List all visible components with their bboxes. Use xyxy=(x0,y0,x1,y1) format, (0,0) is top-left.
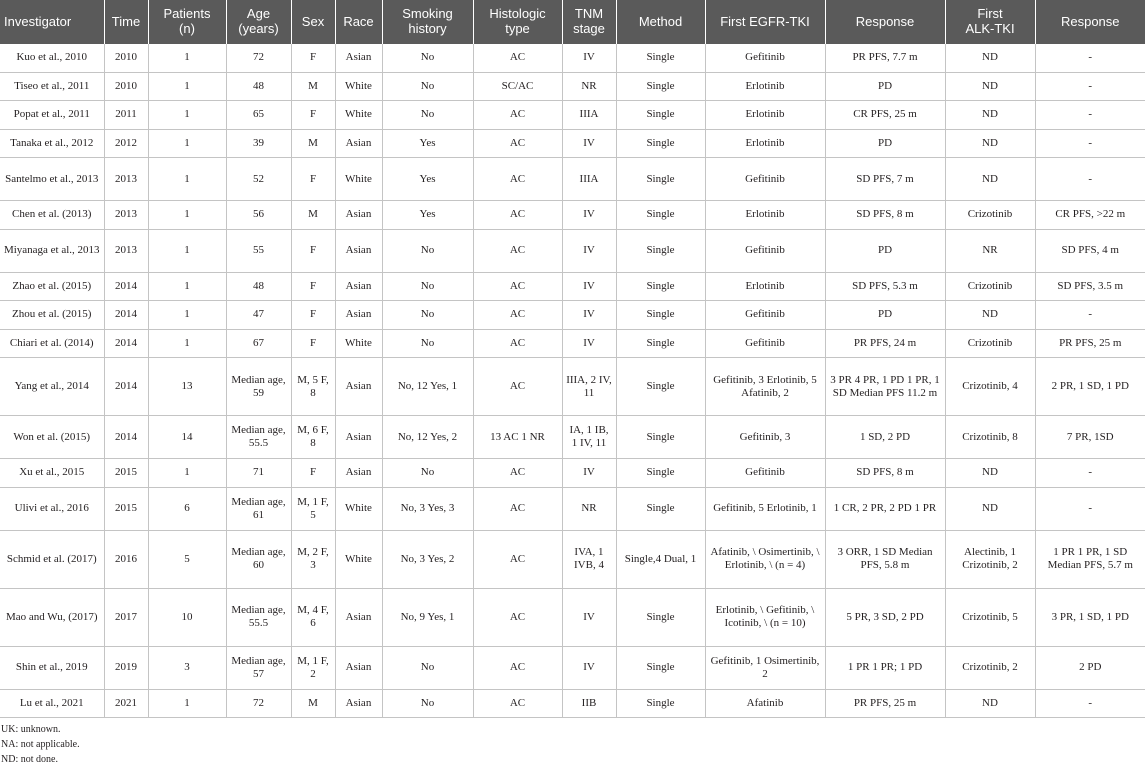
race-cell: Asian xyxy=(335,272,382,301)
sex-cell: F xyxy=(291,44,335,72)
col-header-method: Method xyxy=(616,0,705,44)
egfr-response-cell: SD PFS, 8 m xyxy=(825,459,945,488)
investigator-cell: Miyanaga et al., 2013 xyxy=(0,229,104,272)
tnm-stage-cell: IIIA xyxy=(562,101,616,130)
age-cell: 52 xyxy=(226,158,291,201)
first-alk-tki-cell: Crizotinib, 2 xyxy=(945,646,1035,689)
first-egfr-tki-cell: Afatinib xyxy=(705,689,825,718)
time-cell: 2011 xyxy=(104,101,148,130)
age-cell: 47 xyxy=(226,301,291,330)
patients-cell: 1 xyxy=(148,101,226,130)
tnm-stage-cell: NR xyxy=(562,72,616,101)
egfr-response-cell: 3 ORR, 1 SD Median PFS, 5.8 m xyxy=(825,530,945,588)
tnm-stage-cell: IV xyxy=(562,301,616,330)
method-cell: Single xyxy=(616,129,705,158)
investigator-cell: Chiari et al. (2014) xyxy=(0,329,104,358)
first-alk-tki-cell: Alectinib, 1 Crizotinib, 2 xyxy=(945,530,1035,588)
investigator-cell: Zhou et al. (2015) xyxy=(0,301,104,330)
investigator-cell: Kuo et al., 2010 xyxy=(0,44,104,72)
first-alk-tki-cell: NR xyxy=(945,229,1035,272)
footnote: NA: not applicable. xyxy=(1,739,80,750)
col-header-first-egfr-tki: First EGFR-TKI xyxy=(705,0,825,44)
race-cell: Asian xyxy=(335,44,382,72)
sex-cell: M xyxy=(291,72,335,101)
egfr-response-cell: SD PFS, 8 m xyxy=(825,201,945,230)
sex-cell: F xyxy=(291,301,335,330)
patients-cell: 1 xyxy=(148,689,226,718)
age-cell: Median age, 60 xyxy=(226,530,291,588)
histologic-type-cell: AC xyxy=(473,272,562,301)
sex-cell: F xyxy=(291,329,335,358)
tnm-stage-cell: IIB xyxy=(562,689,616,718)
method-cell: Single xyxy=(616,646,705,689)
histologic-type-cell: AC xyxy=(473,329,562,358)
tnm-stage-cell: IV xyxy=(562,588,616,646)
sex-cell: F xyxy=(291,101,335,130)
alk-response-cell: - xyxy=(1035,101,1145,130)
alk-response-cell: SD PFS, 4 m xyxy=(1035,229,1145,272)
smoking-cell: Yes xyxy=(382,201,473,230)
investigator-cell: Ulivi et al., 2016 xyxy=(0,487,104,530)
tnm-stage-cell: IV xyxy=(562,201,616,230)
sex-cell: M, 2 F, 3 xyxy=(291,530,335,588)
table-row xyxy=(0,72,1145,101)
first-alk-tki-cell: Crizotinib xyxy=(945,201,1035,230)
method-cell: Single xyxy=(616,101,705,130)
method-cell: Single xyxy=(616,329,705,358)
histologic-type-cell: AC xyxy=(473,689,562,718)
alk-response-cell: 3 PR, 1 SD, 1 PD xyxy=(1035,588,1145,646)
tnm-stage-cell: IIIA xyxy=(562,158,616,201)
patients-cell: 1 xyxy=(148,301,226,330)
first-egfr-tki-cell: Gefitinib, 3 Erlotinib, 5 Afatinib, 2 xyxy=(705,358,825,416)
first-alk-tki-cell: Crizotinib, 5 xyxy=(945,588,1035,646)
method-cell: Single xyxy=(616,272,705,301)
race-cell: White xyxy=(335,72,382,101)
table-row xyxy=(0,487,1145,530)
patients-cell: 3 xyxy=(148,646,226,689)
age-cell: 39 xyxy=(226,129,291,158)
alk-response-cell: CR PFS, >22 m xyxy=(1035,201,1145,230)
first-alk-tki-cell: Crizotinib xyxy=(945,272,1035,301)
race-cell: White xyxy=(335,158,382,201)
table-row xyxy=(0,689,1145,718)
table-body xyxy=(0,44,1145,718)
histologic-type-cell: AC xyxy=(473,358,562,416)
age-cell: Median age, 61 xyxy=(226,487,291,530)
smoking-cell: No, 3 Yes, 2 xyxy=(382,530,473,588)
smoking-cell: No, 12 Yes, 2 xyxy=(382,416,473,459)
investigator-cell: Santelmo et al., 2013 xyxy=(0,158,104,201)
table-row xyxy=(0,588,1145,646)
first-egfr-tki-cell: Erlotinib xyxy=(705,101,825,130)
patients-cell: 10 xyxy=(148,588,226,646)
age-cell: 67 xyxy=(226,329,291,358)
time-cell: 2013 xyxy=(104,201,148,230)
patients-cell: 13 xyxy=(148,358,226,416)
egfr-response-cell: 1 CR, 2 PR, 2 PD 1 PR xyxy=(825,487,945,530)
time-cell: 2016 xyxy=(104,530,148,588)
histologic-type-cell: AC xyxy=(473,646,562,689)
first-alk-tki-cell: ND xyxy=(945,301,1035,330)
race-cell: Asian xyxy=(335,459,382,488)
col-header-histologic-type: Histologic type xyxy=(473,0,562,44)
investigator-cell: Mao and Wu, (2017) xyxy=(0,588,104,646)
tnm-stage-cell: NR xyxy=(562,487,616,530)
smoking-cell: No, 3 Yes, 3 xyxy=(382,487,473,530)
smoking-cell: No, 12 Yes, 1 xyxy=(382,358,473,416)
first-egfr-tki-cell: Erlotinib, \ Gefitinib, \ Icotinib, \ (n = 10) xyxy=(705,588,825,646)
alk-response-cell: 7 PR, 1SD xyxy=(1035,416,1145,459)
table-row xyxy=(0,530,1145,588)
first-alk-tki-cell: Crizotinib, 4 xyxy=(945,358,1035,416)
method-cell: Single xyxy=(616,416,705,459)
alk-response-cell: - xyxy=(1035,689,1145,718)
col-header-sex: Sex xyxy=(291,0,335,44)
col-header-first-alk-tki: First ALK-TKI xyxy=(945,0,1035,44)
smoking-cell: No xyxy=(382,329,473,358)
first-alk-tki-cell: ND xyxy=(945,44,1035,72)
histologic-type-cell: AC xyxy=(473,129,562,158)
method-cell: Single xyxy=(616,301,705,330)
col-header-age: Age (years) xyxy=(226,0,291,44)
egfr-response-cell: PR PFS, 24 m xyxy=(825,329,945,358)
table-row xyxy=(0,358,1145,416)
first-egfr-tki-cell: Gefitinib xyxy=(705,229,825,272)
first-egfr-tki-cell: Gefitinib xyxy=(705,158,825,201)
investigator-cell: Shin et al., 2019 xyxy=(0,646,104,689)
egfr-response-cell: SD PFS, 7 m xyxy=(825,158,945,201)
footnote: ND: not done. xyxy=(1,754,58,765)
smoking-cell: No xyxy=(382,72,473,101)
tnm-stage-cell: IVA, 1 IVB, 4 xyxy=(562,530,616,588)
first-egfr-tki-cell: Gefitinib, 3 xyxy=(705,416,825,459)
first-alk-tki-cell: ND xyxy=(945,459,1035,488)
patients-cell: 1 xyxy=(148,158,226,201)
egfr-response-cell: 1 SD, 2 PD xyxy=(825,416,945,459)
investigator-cell: Zhao et al. (2015) xyxy=(0,272,104,301)
race-cell: Asian xyxy=(335,689,382,718)
sex-cell: M xyxy=(291,201,335,230)
smoking-cell: Yes xyxy=(382,129,473,158)
race-cell: White xyxy=(335,329,382,358)
smoking-cell: No xyxy=(382,44,473,72)
sex-cell: F xyxy=(291,229,335,272)
alk-response-cell: - xyxy=(1035,129,1145,158)
time-cell: 2014 xyxy=(104,329,148,358)
egfr-response-cell: PD xyxy=(825,129,945,158)
age-cell: 71 xyxy=(226,459,291,488)
first-egfr-tki-cell: Erlotinib xyxy=(705,72,825,101)
race-cell: White xyxy=(335,101,382,130)
race-cell: Asian xyxy=(335,416,382,459)
table-row xyxy=(0,201,1145,230)
histologic-type-cell: AC xyxy=(473,101,562,130)
race-cell: Asian xyxy=(335,301,382,330)
table-row xyxy=(0,329,1145,358)
time-cell: 2014 xyxy=(104,272,148,301)
alk-response-cell: - xyxy=(1035,459,1145,488)
first-alk-tki-cell: ND xyxy=(945,72,1035,101)
alk-response-cell: 2 PD xyxy=(1035,646,1145,689)
egfr-response-cell: PD xyxy=(825,229,945,272)
investigator-cell: Won et al. (2015) xyxy=(0,416,104,459)
first-alk-tki-cell: Crizotinib, 8 xyxy=(945,416,1035,459)
patients-cell: 1 xyxy=(148,72,226,101)
patients-cell: 1 xyxy=(148,459,226,488)
col-header-tnm-stage: TNM stage xyxy=(562,0,616,44)
time-cell: 2019 xyxy=(104,646,148,689)
race-cell: White xyxy=(335,530,382,588)
first-alk-tki-cell: ND xyxy=(945,158,1035,201)
alk-response-cell: - xyxy=(1035,44,1145,72)
time-cell: 2010 xyxy=(104,72,148,101)
race-cell: White xyxy=(335,487,382,530)
alk-response-cell: PR PFS, 25 m xyxy=(1035,329,1145,358)
table-row xyxy=(0,646,1145,689)
table-row xyxy=(0,301,1145,330)
table-footnotes xyxy=(0,722,1145,767)
time-cell: 2014 xyxy=(104,358,148,416)
race-cell: Asian xyxy=(335,129,382,158)
age-cell: Median age, 59 xyxy=(226,358,291,416)
alk-response-cell: - xyxy=(1035,72,1145,101)
alk-response-cell: - xyxy=(1035,158,1145,201)
race-cell: Asian xyxy=(335,201,382,230)
egfr-response-cell: CR PFS, 25 m xyxy=(825,101,945,130)
header-row xyxy=(0,0,1145,44)
histologic-type-cell: AC xyxy=(473,201,562,230)
egfr-response-cell: 3 PR 4 PR, 1 PD 1 PR, 1 SD Median PFS 11.2 m xyxy=(825,358,945,416)
sex-cell: F xyxy=(291,272,335,301)
method-cell: Single xyxy=(616,158,705,201)
col-header-time: Time xyxy=(104,0,148,44)
time-cell: 2017 xyxy=(104,588,148,646)
table-row xyxy=(0,129,1145,158)
egfr-response-cell: SD PFS, 5.3 m xyxy=(825,272,945,301)
col-header-investigator: Investigator xyxy=(0,0,104,44)
histologic-type-cell: AC xyxy=(473,588,562,646)
smoking-cell: No xyxy=(382,689,473,718)
patients-cell: 1 xyxy=(148,329,226,358)
age-cell: 56 xyxy=(226,201,291,230)
egfr-response-cell: PD xyxy=(825,72,945,101)
alk-response-cell: 1 PR 1 PR, 1 SD Median PFS, 5.7 m xyxy=(1035,530,1145,588)
race-cell: Asian xyxy=(335,588,382,646)
time-cell: 2014 xyxy=(104,416,148,459)
tnm-stage-cell: IV xyxy=(562,329,616,358)
first-egfr-tki-cell: Gefitinib, 1 Osimertinib, 2 xyxy=(705,646,825,689)
first-alk-tki-cell: Crizotinib xyxy=(945,329,1035,358)
time-cell: 2013 xyxy=(104,229,148,272)
col-header-smoking-history: Smoking history xyxy=(382,0,473,44)
investigator-cell: Xu et al., 2015 xyxy=(0,459,104,488)
egfr-response-cell: 5 PR, 3 SD, 2 PD xyxy=(825,588,945,646)
histologic-type-cell: AC xyxy=(473,487,562,530)
smoking-cell: No xyxy=(382,301,473,330)
method-cell: Single,4 Dual, 1 xyxy=(616,530,705,588)
time-cell: 2014 xyxy=(104,301,148,330)
table-row xyxy=(0,44,1145,72)
first-egfr-tki-cell: Gefitinib xyxy=(705,301,825,330)
age-cell: 72 xyxy=(226,44,291,72)
first-egfr-tki-cell: Erlotinib xyxy=(705,129,825,158)
first-alk-tki-cell: ND xyxy=(945,129,1035,158)
sex-cell: M xyxy=(291,689,335,718)
table-row xyxy=(0,101,1145,130)
smoking-cell: No, 9 Yes, 1 xyxy=(382,588,473,646)
method-cell: Single xyxy=(616,358,705,416)
age-cell: 65 xyxy=(226,101,291,130)
smoking-cell: No xyxy=(382,272,473,301)
tnm-stage-cell: IIIA, 2 IV, 11 xyxy=(562,358,616,416)
tnm-stage-cell: IA, 1 IB, 1 IV, 11 xyxy=(562,416,616,459)
footnote: UK: unknown. xyxy=(1,724,61,735)
investigator-cell: Tiseo et al., 2011 xyxy=(0,72,104,101)
time-cell: 2013 xyxy=(104,158,148,201)
alk-response-cell: 2 PR, 1 SD, 1 PD xyxy=(1035,358,1145,416)
histologic-type-cell: AC xyxy=(473,229,562,272)
first-egfr-tki-cell: Erlotinib xyxy=(705,272,825,301)
method-cell: Single xyxy=(616,689,705,718)
histologic-type-cell: AC xyxy=(473,530,562,588)
first-egfr-tki-cell: Afatinib, \ Osimertinib, \ Erlotinib, \ (n = 4) xyxy=(705,530,825,588)
first-egfr-tki-cell: Gefitinib xyxy=(705,459,825,488)
patients-cell: 1 xyxy=(148,129,226,158)
tnm-stage-cell: IV xyxy=(562,129,616,158)
egfr-response-cell: 1 PR 1 PR; 1 PD xyxy=(825,646,945,689)
table-row xyxy=(0,229,1145,272)
method-cell: Single xyxy=(616,229,705,272)
alk-response-cell: SD PFS, 3.5 m xyxy=(1035,272,1145,301)
smoking-cell: No xyxy=(382,459,473,488)
patients-cell: 1 xyxy=(148,44,226,72)
patients-cell: 1 xyxy=(148,229,226,272)
patients-cell: 6 xyxy=(148,487,226,530)
sex-cell: M, 4 F, 6 xyxy=(291,588,335,646)
alk-response-cell: - xyxy=(1035,487,1145,530)
tnm-stage-cell: IV xyxy=(562,44,616,72)
method-cell: Single xyxy=(616,201,705,230)
investigator-cell: Tanaka et al., 2012 xyxy=(0,129,104,158)
age-cell: Median age, 55.5 xyxy=(226,588,291,646)
smoking-cell: Yes xyxy=(382,158,473,201)
investigator-cell: Lu et al., 2021 xyxy=(0,689,104,718)
histologic-type-cell: AC xyxy=(473,44,562,72)
age-cell: 72 xyxy=(226,689,291,718)
sex-cell: M, 1 F, 5 xyxy=(291,487,335,530)
first-alk-tki-cell: ND xyxy=(945,487,1035,530)
histologic-type-cell: SC/AC xyxy=(473,72,562,101)
patients-cell: 1 xyxy=(148,201,226,230)
tnm-stage-cell: IV xyxy=(562,646,616,689)
smoking-cell: No xyxy=(382,229,473,272)
sex-cell: F xyxy=(291,459,335,488)
tnm-stage-cell: IV xyxy=(562,272,616,301)
patients-cell: 14 xyxy=(148,416,226,459)
sex-cell: M, 1 F, 2 xyxy=(291,646,335,689)
time-cell: 2012 xyxy=(104,129,148,158)
method-cell: Single xyxy=(616,459,705,488)
col-header-egfr-response: Response xyxy=(825,0,945,44)
investigator-cell: Yang et al., 2014 xyxy=(0,358,104,416)
race-cell: Asian xyxy=(335,646,382,689)
egfr-response-cell: PD xyxy=(825,301,945,330)
col-header-alk-response: Response xyxy=(1035,0,1145,44)
tnm-stage-cell: IV xyxy=(562,229,616,272)
sex-cell: M xyxy=(291,129,335,158)
tnm-stage-cell: IV xyxy=(562,459,616,488)
egfr-response-cell: PR PFS, 7.7 m xyxy=(825,44,945,72)
first-egfr-tki-cell: Gefitinib xyxy=(705,329,825,358)
sex-cell: M, 6 F, 8 xyxy=(291,416,335,459)
investigator-cell: Popat et al., 2011 xyxy=(0,101,104,130)
age-cell: Median age, 57 xyxy=(226,646,291,689)
alk-response-cell: - xyxy=(1035,301,1145,330)
sex-cell: M, 5 F, 8 xyxy=(291,358,335,416)
investigator-cell: Schmid et al. (2017) xyxy=(0,530,104,588)
age-cell: 48 xyxy=(226,72,291,101)
histologic-type-cell: AC xyxy=(473,301,562,330)
method-cell: Single xyxy=(616,44,705,72)
patients-cell: 1 xyxy=(148,272,226,301)
first-egfr-tki-cell: Erlotinib xyxy=(705,201,825,230)
method-cell: Single xyxy=(616,72,705,101)
col-header-patients: Patients (n) xyxy=(148,0,226,44)
time-cell: 2010 xyxy=(104,44,148,72)
age-cell: Median age, 55.5 xyxy=(226,416,291,459)
time-cell: 2015 xyxy=(104,459,148,488)
investigator-cell: Chen et al. (2013) xyxy=(0,201,104,230)
race-cell: Asian xyxy=(335,229,382,272)
egfr-response-cell: PR PFS, 25 m xyxy=(825,689,945,718)
sex-cell: F xyxy=(291,158,335,201)
table-row xyxy=(0,459,1145,488)
histologic-type-cell: 13 AC 1 NR xyxy=(473,416,562,459)
method-cell: Single xyxy=(616,588,705,646)
age-cell: 55 xyxy=(226,229,291,272)
time-cell: 2021 xyxy=(104,689,148,718)
first-egfr-tki-cell: Gefitinib xyxy=(705,44,825,72)
histologic-type-cell: AC xyxy=(473,459,562,488)
first-alk-tki-cell: ND xyxy=(945,689,1035,718)
time-cell: 2015 xyxy=(104,487,148,530)
smoking-cell: No xyxy=(382,101,473,130)
age-cell: 48 xyxy=(226,272,291,301)
race-cell: Asian xyxy=(335,358,382,416)
first-alk-tki-cell: ND xyxy=(945,101,1035,130)
first-egfr-tki-cell: Gefitinib, 5 Erlotinib, 1 xyxy=(705,487,825,530)
table-row xyxy=(0,416,1145,459)
method-cell: Single xyxy=(616,487,705,530)
table-row xyxy=(0,158,1145,201)
patients-cell: 5 xyxy=(148,530,226,588)
col-header-race: Race xyxy=(335,0,382,44)
histologic-type-cell: AC xyxy=(473,158,562,201)
smoking-cell: No xyxy=(382,646,473,689)
table-row xyxy=(0,272,1145,301)
